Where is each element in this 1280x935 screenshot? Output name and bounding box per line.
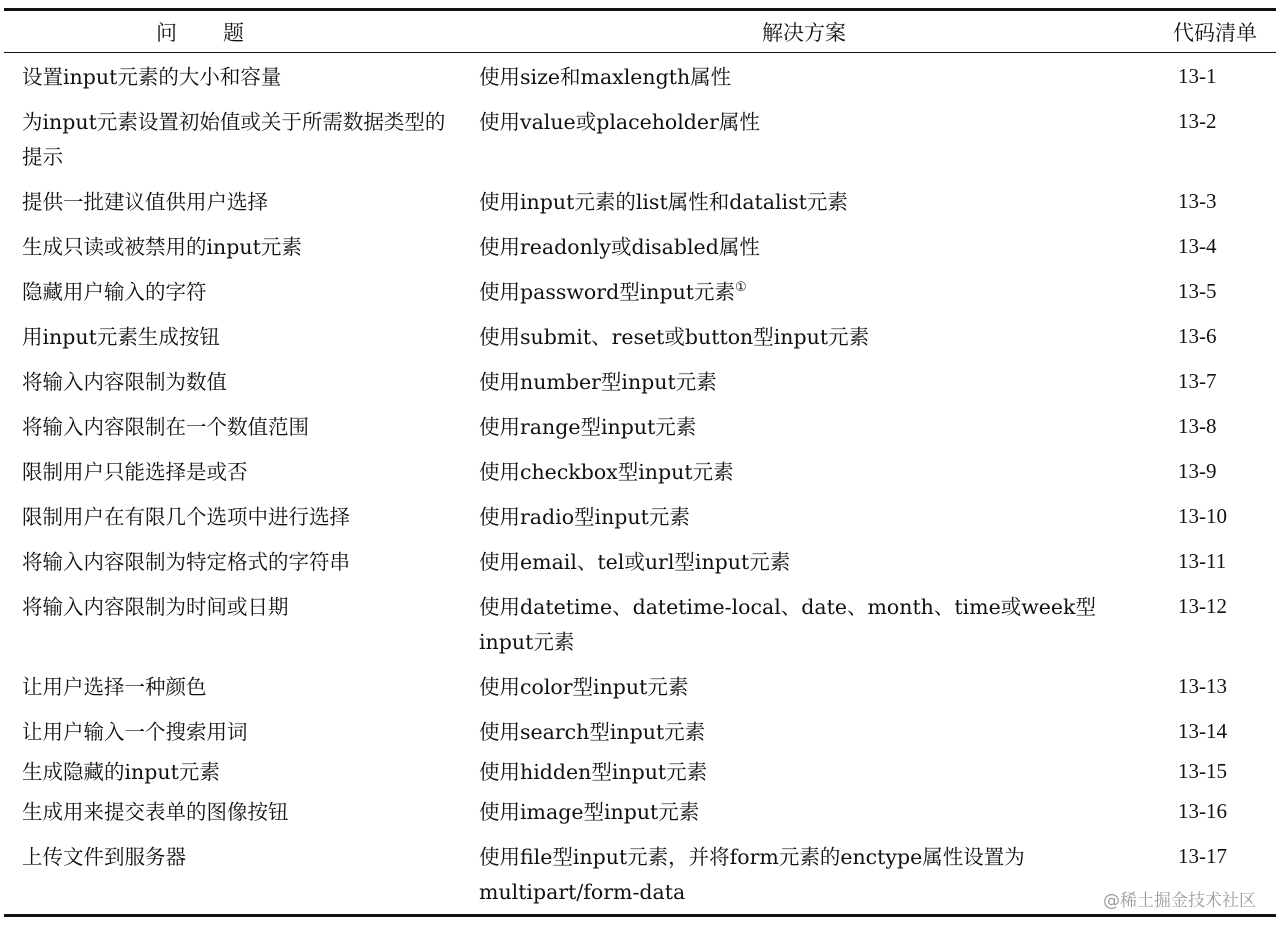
problem-cell: 为input元素设置初始值或关于所需数据类型的提示 [22,110,446,169]
table-row [4,495,1276,540]
code-cell: 13-13 [1178,674,1227,698]
problem-cell: 生成只读或被禁用的input元素 [22,235,302,259]
solution-cell: 使用value或placeholder属性 [479,110,760,134]
watermark: @稀土掘金技术社区 [1103,891,1256,911]
code-cell: 13-15 [1178,759,1227,783]
solution-cell: 使用radio型input元素 [479,505,690,529]
problem-cell: 上传文件到服务器 [22,845,186,869]
solution-cell: 使用submit、reset或button型input元素 [479,325,870,349]
problem-cell: 设置input元素的大小和容量 [22,65,282,89]
table-row [4,270,1276,315]
code-cell: 13-4 [1178,234,1217,258]
problem-cell: 让用户选择一种颜色 [22,675,207,699]
table-row [4,180,1276,225]
problem-cell: 用input元素生成按钮 [22,325,220,349]
problem-cell: 限制用户只能选择是或否 [22,460,248,484]
problem-cell: 将输入内容限制为特定格式的字符串 [22,550,350,574]
code-cell: 13-2 [1178,109,1217,133]
input-elements-table [4,11,1276,914]
solution-cell: 使用datetime、datetime-local、date、month、time或week型input元素 [479,595,1096,654]
input-elements-table-container [4,8,1276,917]
table-row [4,100,1276,180]
table-header-row [4,11,1276,53]
problem-cell: 生成隐藏的input元素 [22,760,220,784]
code-cell: 13-6 [1178,324,1217,348]
solution-cell: 使用checkbox型input元素 [479,460,734,484]
table-row [4,585,1276,665]
table-row [4,755,1276,790]
solution-cell: 使用search型input元素 [479,720,706,744]
table-row [4,710,1276,755]
problem-cell: 将输入内容限制为数值 [22,370,227,394]
footnote-marker: ① [735,280,747,296]
problem-cell: 让用户输入一个搜索用词 [22,720,248,744]
header-solution: 解决方案 [459,11,1154,53]
code-cell: 13-5 [1178,279,1217,303]
solution-cell: 使用color型input元素 [479,675,689,699]
header-code-list: 代码清单 [1154,11,1276,53]
problem-cell: 提供一批建议值供用户选择 [22,190,268,214]
table-row [4,665,1276,710]
code-cell: 13-12 [1178,594,1227,618]
problem-cell: 将输入内容限制在一个数值范围 [22,415,309,439]
table-row [4,360,1276,405]
code-cell: 13-8 [1178,414,1217,438]
code-cell: 13-14 [1178,719,1227,743]
solution-cell: 使用email、tel或url型input元素 [479,550,791,574]
code-cell: 13-11 [1178,549,1227,573]
code-cell: 13-3 [1178,189,1217,213]
problem-cell: 隐藏用户输入的字符 [22,280,207,304]
code-cell: 13-9 [1178,459,1217,483]
code-cell: 13-1 [1178,64,1217,88]
solution-cell: 使用file型input元素，并将form元素的enctype属性设置为multipart/form-data [479,845,1025,904]
table-row [4,405,1276,450]
header-problem: 问题 [4,11,459,53]
solution-cell: 使用size和maxlength属性 [479,65,732,89]
solution-cell: 使用hidden型input元素 [479,760,708,784]
problem-cell: 将输入内容限制为时间或日期 [22,595,289,619]
table-row [4,790,1276,835]
table-row [4,835,1276,914]
problem-cell: 限制用户在有限几个选项中进行选择 [22,505,350,529]
solution-text: 使用password型input元素 [479,280,736,304]
table-row [4,450,1276,495]
solution-cell: 使用number型input元素 [479,370,717,394]
solution-cell: 使用image型input元素 [479,800,700,824]
table-row [4,225,1276,270]
solution-cell: 使用input元素的list属性和datalist元素 [479,190,848,214]
code-cell: 13-7 [1178,369,1217,393]
table-row [4,53,1276,101]
code-cell: 13-16 [1178,799,1227,823]
code-cell: 13-10 [1178,504,1227,528]
solution-cell [459,270,1154,315]
table-row [4,540,1276,585]
problem-cell: 生成用来提交表单的图像按钮 [22,800,289,824]
solution-cell: 使用readonly或disabled属性 [479,235,760,259]
solution-cell: 使用range型input元素 [479,415,697,439]
table-row [4,315,1276,360]
code-cell: 13-17 [1178,844,1227,868]
